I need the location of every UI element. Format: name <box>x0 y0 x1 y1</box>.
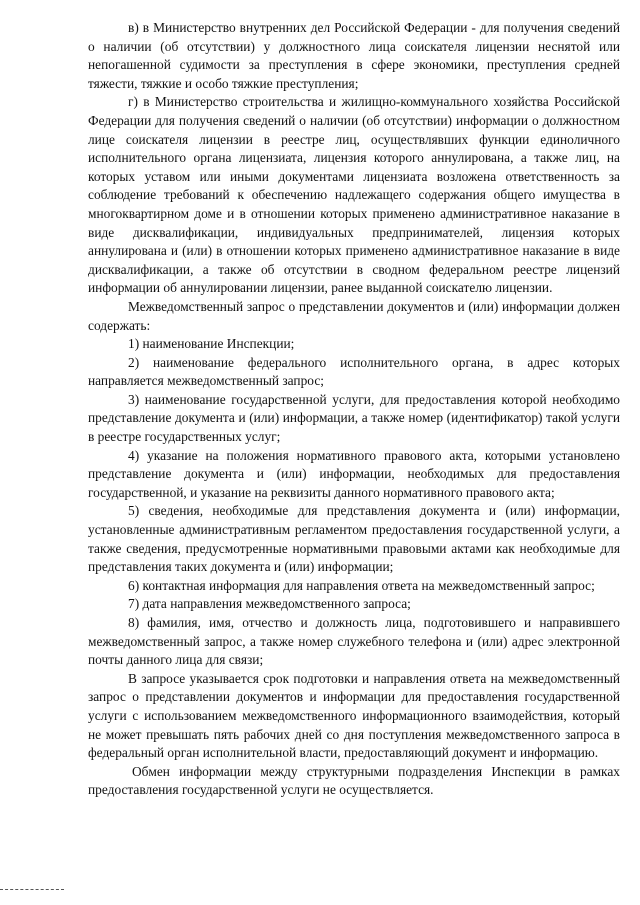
list-item-5: 5) сведения, необходимые для представления документа и (или) информации, установленные административным регламентом предоставления государственной услуги, а также сведения, предусмотренные нормативными правовыми актами как необходимые для представления таких документа и (или) информации; <box>88 503 620 575</box>
list-item-7: 7) дата направления межведомственного запроса; <box>128 596 411 612</box>
document-body <box>88 19 620 800</box>
list-item-6: 6) контактная информация для направления ответа на межведомственный запрос; <box>128 577 595 593</box>
list-item-8: 8) фамилия, имя, отчество и должность лица, подготовившего и направившего межведомственный запрос, а также номер служебного телефона и (или) адрес электронной почты данного лица для связи; <box>88 615 620 668</box>
list-item-3: 3) наименование государственной услуги, для предоставления которой необходимо представление документа и (или) информации, а также номер (идентификатор) такой услуги в реестре государственных услуг; <box>88 391 620 445</box>
paragraph-request-contents: Межведомственный запрос о представлении документов и (или) информации должен содержать: <box>88 298 620 333</box>
list-item-1: 1) наименование Инспекции; <box>128 336 295 352</box>
scan-edge-mark <box>0 889 64 892</box>
list-item-2: 2) наименование федерального исполнительного органа, в адрес которых направляется межведомственный запрос; <box>88 354 620 389</box>
paragraph-minstroy: г) в Министерство строительства и жилищно-коммунального хозяйства Российской Федерации для получения сведений о наличии (об отсутствии) информации о должностном лице соискателя лицензии в реестре лиц, осуществлявших функции единоличного исполнительного органа лицензиата, лицензия которого аннулирована, а также лиц, на которых уставом или иными документами лицензиата возложена ответственность за соблюдение требований к обеспечению надлежащего содержания общего имущества в многоквартирном доме и в отношении которых применено административное наказание в виде дисквалификации, индивидуальных предпринимателей, лицензия которых аннулирована и (или) в отношении которых применено административное наказание в виде дисквалификации, а также об отсутствии в сводном федеральном реестре лицензий информации об аннулировании лицензии, ранее выданной соискателю лицензии. <box>88 94 620 296</box>
paragraph-exchange: Обмен информации между структурными подразделения Инспекции в рамках предоставления государственной услуги не осуществляется. <box>88 763 620 798</box>
paragraph-deadline: В запросе указывается срок подготовки и направления ответа на межведомственный запрос о представлении документов и информации для предоставления государственной услуги с использованием межведомственного информационного взаимодействия, который не может превышать пять рабочих дней со дня поступления межведомственного запроса в федеральный орган исполнительной власти, предоставляющий документ и информацию. <box>88 670 620 761</box>
list-item-4: 4) указание на положения нормативного правового акта, которыми установлено представление документа и (или) информации, необходимых для предоставления государственной, и указание на реквизиты данного нормативного правового акта; <box>88 447 620 500</box>
paragraph-mvd: в) в Министерство внутренних дел Российской Федерации - для получения сведений о наличии (об отсутствии) у должностного лица соискателя лицензии неснятой или непогашенной судимости за преступления в сфере экономики, преступления средней тяжести, тяжкие и особо тяжкие преступления; <box>88 20 620 91</box>
